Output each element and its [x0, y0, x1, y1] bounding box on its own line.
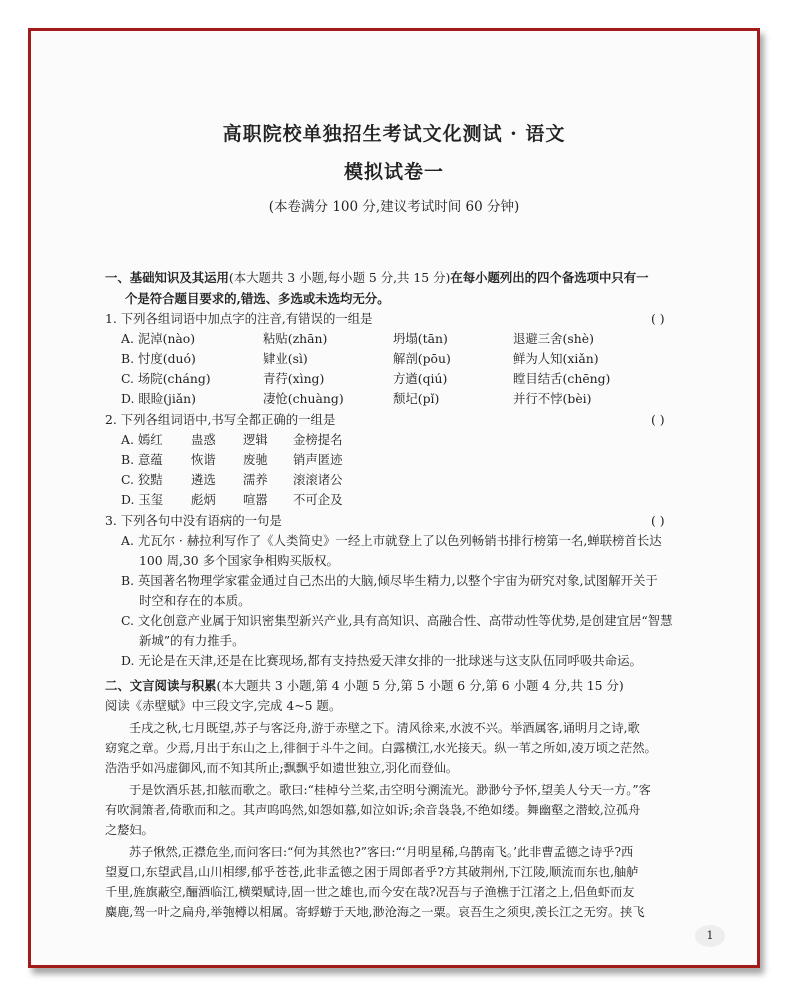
q1-option-b3: 解剖(pōu) [393, 351, 451, 366]
q2-option-d2: 彪炳 [191, 492, 216, 507]
exam-page [28, 28, 760, 968]
q1-option-d2: 凄怆(chuàng) [263, 391, 344, 406]
q3-option-a-cont: 100 周,30 多个国家争相购买版权。 [139, 553, 339, 568]
q1-option-b4: 鲜为人知(xiǎn) [513, 351, 599, 366]
section1-heading-cont: 个是符合题目要求的,错选、多选或未选均无分。 [125, 291, 390, 306]
q2-option-a1: A. 嫣红 [121, 432, 163, 447]
exam-note: (本卷满分 100 分,建议考试时间 60 分钟) [268, 199, 520, 215]
section2-heading: 二、文言阅读与积累(本大题共 3 小题,第 4 小题 5 分,第 5 小题 6 分,第 6 小题 4 分,共 15 分) [105, 678, 624, 693]
q1-option-c2: 青荇(xìng) [263, 371, 325, 386]
q2-option-a2: 蛊惑 [191, 432, 216, 447]
q3-stem: 3. 下列各句中没有语病的一句是 [105, 513, 282, 528]
passage-line: 之嫠妇。 [105, 823, 154, 837]
q3-option-b: B. 英国著名物理学家霍金通过自己杰出的大脑,倾尽毕生精力,以整个宇宙为研究对象,试图解开关于 [121, 573, 658, 588]
q1-option-c4: 瞠目结舌(chēng) [513, 371, 611, 386]
q2-option-b1: B. 意蕴 [121, 452, 163, 467]
q2-option-a3: 逻辑 [243, 432, 268, 447]
section2-intro: 阅读《赤壁赋》中三段文字,完成 4~5 题。 [105, 698, 342, 713]
q2-option-a4: 金榜提名 [293, 432, 343, 447]
q3-option-d: D. 无论是在天津,还是在比赛现场,都有支持热爱天津女排的一批球迷与这支队伍同呼吸共命运。 [121, 653, 642, 668]
q2-stem: 2. 下列各组词语中,书写全都正确的一组是 [105, 412, 336, 427]
q1-option-c3: 方遒(qiú) [393, 371, 448, 386]
q1-option-d4: 并行不悖(bèi) [513, 391, 592, 406]
exam-subtitle: 模拟试卷一 [343, 161, 444, 183]
q1-option-c1: C. 场院(cháng) [121, 371, 211, 386]
q2-option-c2: 遴选 [191, 472, 216, 487]
passage-line: 有吹洞箫者,倚歌而和之。其声呜呜然,如怨如慕,如泣如诉;余音袅袅,不绝如缕。舞幽壑之潜蛟,泣孤舟 [105, 803, 641, 817]
q1-option-a2: 粘贴(zhān) [263, 331, 328, 346]
q2-option-d3: 喧嚣 [243, 492, 268, 507]
q2-option-c3: 濡养 [243, 472, 268, 487]
passage-line: 麋鹿,驾一叶之扁舟,举匏樽以相属。寄蜉蝣于天地,渺沧海之一粟。哀吾生之须臾,羡长江之无穷。挟飞 [105, 905, 645, 919]
section1-heading: 一、基础知识及其运用(本大题共 3 小题,每小题 5 分,共 15 分)在每小题列出的四个备选项中只有一 [105, 270, 649, 285]
q1-option-d1: D. 眼睑(jiǎn) [121, 391, 196, 406]
q2-option-d4: 不可企及 [293, 492, 343, 507]
q3-option-b-cont: 时空和存在的本质。 [139, 593, 251, 608]
passage-line: 苏子愀然,正襟危坐,而问客曰:“何为其然也?”客曰:“‘月明星稀,乌鹊南飞。’此非曹孟德之诗乎?西 [129, 845, 634, 859]
q2-option-c1: C. 狡黠 [121, 472, 163, 487]
q2-option-c4: 滚滚诸公 [293, 472, 343, 487]
q1-option-a3: 坍塌(tān) [393, 331, 448, 346]
q2-option-b3: 废驰 [243, 452, 268, 467]
q1-option-d3: 颓圮(pǐ) [393, 391, 440, 406]
q2-option-b4: 销声匿迹 [293, 452, 343, 467]
q3-option-c: C. 文化创意产业属于知识密集型新兴产业,具有高知识、高融合性、高带动性等优势,是创建宜居“智慧 [121, 613, 673, 628]
q1-option-b1: B. 忖度(duó) [121, 351, 196, 366]
passage-line: 浩浩乎如冯虚御风,而不知其所止;飘飘乎如遗世独立,羽化而登仙。 [105, 761, 459, 775]
passage-line: 于是饮酒乐甚,扣舷而歌之。歌曰:“桂棹兮兰桨,击空明兮溯流光。渺渺兮予怀,望美人兮天一方。”客 [129, 783, 651, 797]
q3-answer-bracket: ( ) [651, 513, 665, 528]
q2-answer-bracket: ( ) [651, 412, 665, 427]
passage-line: 望夏口,东望武昌,山川相缪,郁乎苍苍,此非孟德之困于周郎者乎?方其破荆州,下江陵,顺流而东也,舳舻 [105, 865, 639, 879]
q3-option-a: A. 尤瓦尔 · 赫拉利写作了《人类简史》一经上市就登上了以色列畅销书排行榜第一名,蝉联榜首长达 [121, 533, 662, 548]
q1-option-a1: A. 泥淖(nào) [121, 331, 196, 346]
exam-title: 高职院校单独招生考试文化测试 · 语文 [222, 123, 566, 145]
q1-option-a4: 退避三舍(shè) [513, 331, 594, 346]
q1-stem: 1. 下列各组词语中加点字的注音,有错误的一组是 [105, 311, 373, 326]
q2-option-b2: 恢谐 [191, 452, 216, 467]
q1-answer-bracket: ( ) [651, 311, 665, 326]
passage-line: 窈窕之章。少焉,月出于东山之上,徘徊于斗牛之间。白露横江,水光接天。纵一苇之所如,凌万顷之茫然。 [105, 741, 657, 755]
q2-option-d1: D. 玉玺 [121, 492, 164, 507]
q1-option-b2: 肄业(sì) [263, 351, 308, 366]
passage-line: 壬戌之秋,七月既望,苏子与客泛舟,游于赤壁之下。清风徐来,水波不兴。举酒属客,诵明月之诗,歌 [129, 721, 640, 735]
q3-option-c-cont: 新城”的有力推手。 [139, 633, 245, 648]
passage-line: 千里,旌旗蔽空,酾酒临江,横槊赋诗,固一世之雄也,而今安在哉?况吾与子渔樵于江渚之上,侣鱼虾而友 [105, 885, 635, 899]
page-number: 1 [695, 925, 725, 947]
